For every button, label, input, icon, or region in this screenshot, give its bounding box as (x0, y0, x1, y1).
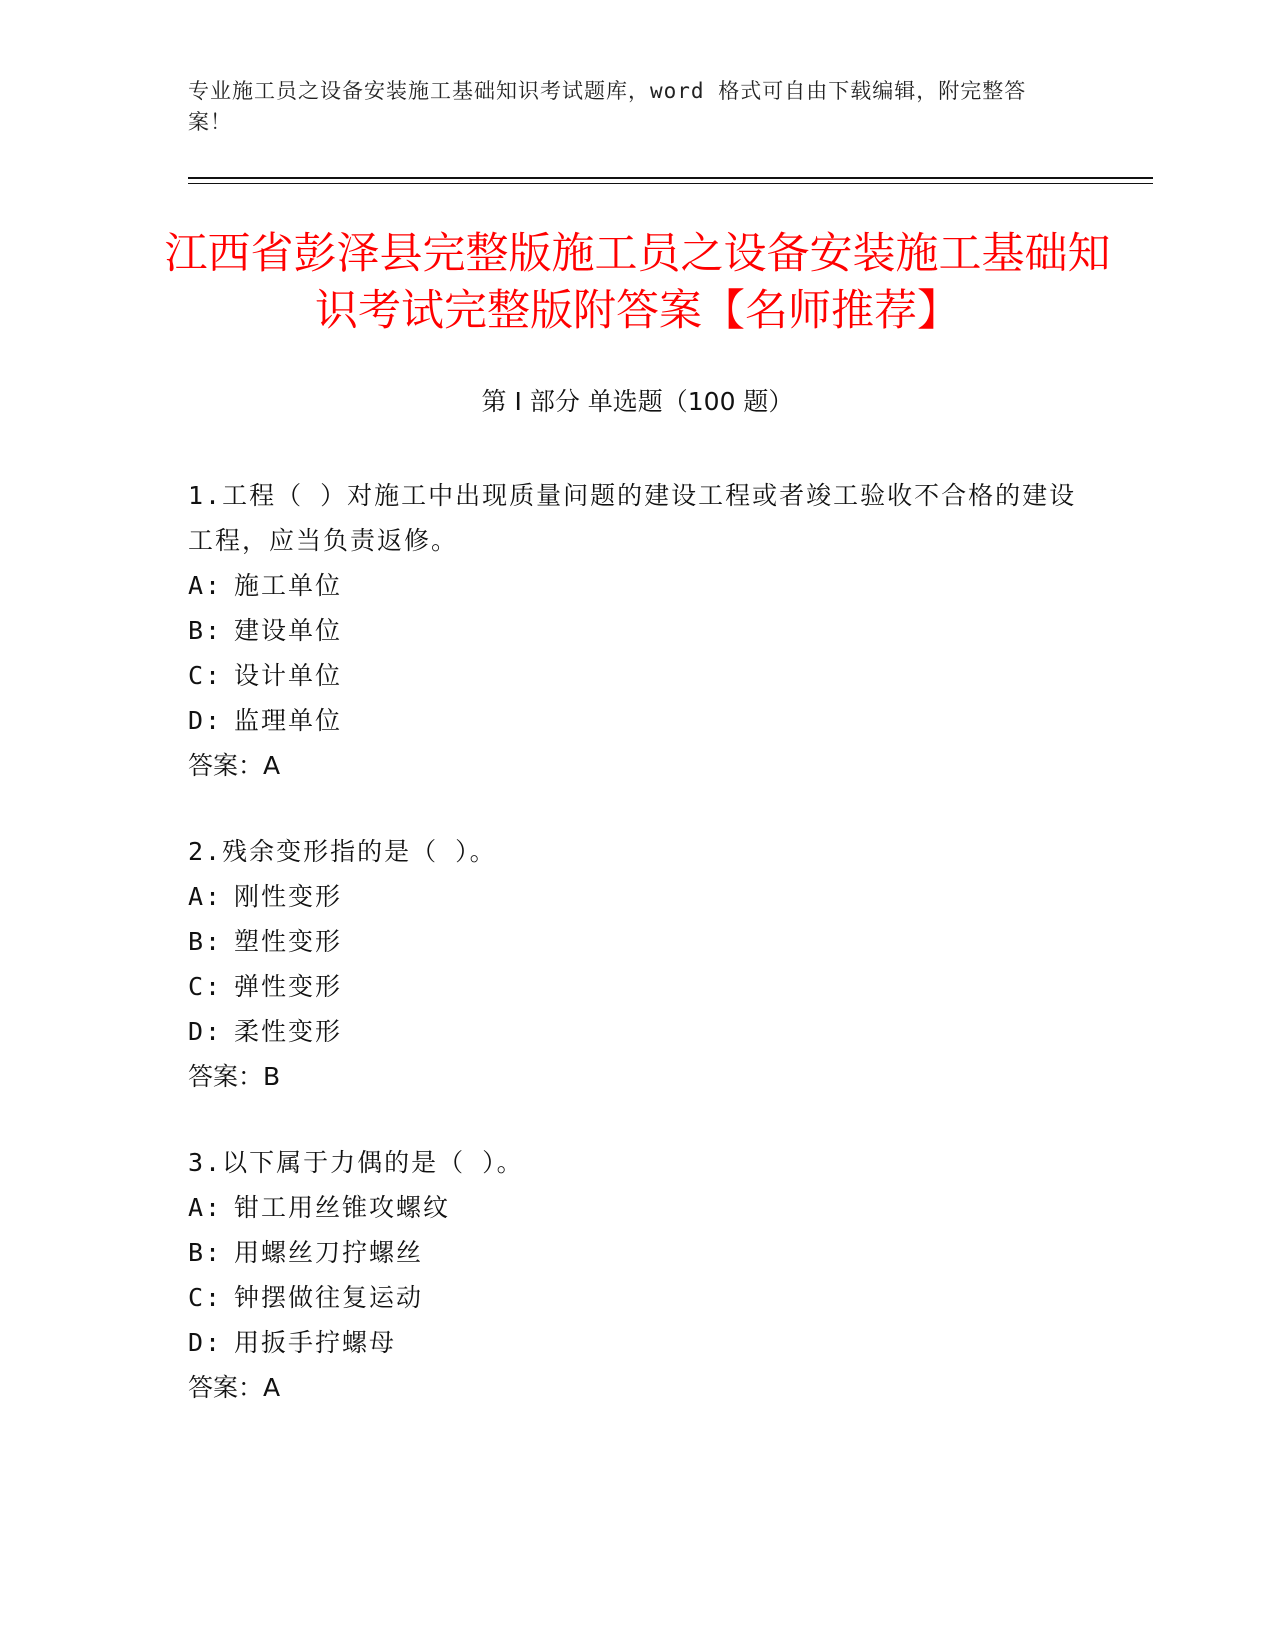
option-text: 用扳手拧螺母 (234, 1328, 397, 1357)
option-b (188, 608, 1088, 653)
header-rule-thick (188, 177, 1153, 179)
option-a (188, 1185, 1088, 1230)
option-text: 钳工用丝锥攻螺纹 (234, 1193, 451, 1222)
option-key: D: (188, 706, 223, 735)
option-b (188, 919, 1088, 964)
question-stem: 3.以下属于力偶的是（ ）。 (188, 1148, 524, 1177)
option-d (188, 1320, 1088, 1365)
question-2 (188, 829, 1088, 1099)
section-heading: 第 I 部分 单选题（100 题） (481, 387, 794, 416)
option-a (188, 874, 1088, 919)
header-rule-thin (188, 183, 1153, 184)
option-text: 施工单位 (234, 571, 343, 600)
option-key: B: (188, 616, 223, 645)
document-title: 江西省彭泽县完整版施工员之设备安装施工基础知识考试完整版附答案【名师推荐】 (164, 229, 1111, 336)
question-3 (188, 1140, 1088, 1410)
option-d (188, 1009, 1088, 1054)
option-key: C: (188, 972, 223, 1001)
answer-line: 答案：B (188, 1062, 281, 1091)
option-a (188, 563, 1088, 608)
option-key: A: (188, 1193, 223, 1222)
option-key: C: (188, 1283, 223, 1312)
answer-line: 答案：A (188, 751, 281, 780)
option-b (188, 1230, 1088, 1275)
option-text: 柔性变形 (234, 1017, 343, 1046)
option-key: A: (188, 571, 223, 600)
option-key: D: (188, 1328, 223, 1357)
option-text: 弹性变形 (234, 972, 343, 1001)
question-stem: 1.工程（ ）对施工中出现质量问题的建设工程或者竣工验收不合格的建设工程，应当负责返修。 (188, 481, 1077, 555)
option-key: D: (188, 1017, 223, 1046)
question-stem: 2.残余变形指的是（ ）。 (188, 837, 497, 866)
option-key: B: (188, 927, 223, 956)
question-1 (188, 473, 1088, 788)
answer-line: 答案：A (188, 1373, 281, 1402)
question-list (188, 473, 1088, 1451)
header-note: 专业施工员之设备安装施工基础知识考试题库，word 格式可自由下载编辑，附完整答案！ (188, 79, 1027, 134)
option-text: 刚性变形 (234, 882, 343, 911)
option-text: 钟摆做往复运动 (234, 1283, 424, 1312)
option-text: 建设单位 (234, 616, 343, 645)
option-key: B: (188, 1238, 223, 1267)
option-key: C: (188, 661, 223, 690)
option-key: A: (188, 882, 223, 911)
option-text: 塑性变形 (234, 927, 343, 956)
option-c (188, 653, 1088, 698)
option-d (188, 698, 1088, 743)
option-c (188, 1275, 1088, 1320)
option-text: 设计单位 (234, 661, 343, 690)
option-text: 用螺丝刀拧螺丝 (234, 1238, 424, 1267)
option-text: 监理单位 (234, 706, 343, 735)
option-c (188, 964, 1088, 1009)
